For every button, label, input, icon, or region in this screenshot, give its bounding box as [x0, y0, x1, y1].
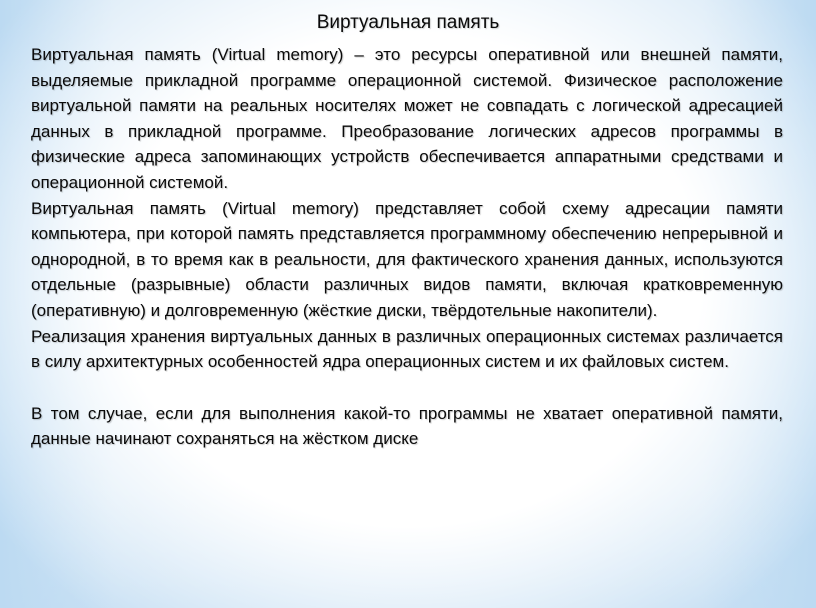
slide-body — [31, 42, 783, 452]
slide-title: Виртуальная память — [316, 12, 500, 33]
paragraph-swap-to-disk: В том случае, если для выполнения какой-то программы не хватает оперативной памяти, данные начинают сохраняться на жёстком диске — [31, 403, 783, 449]
paragraph-addressing-scheme: Виртуальная память (Virtual memory) представляет собой схему адресации памяти компьютера, при которой память представляется программному обеспечению непрерывной и однородной, в то время как в реальности, для фактического хранения данных, используются отдельные (разрывные) области различных видов памяти, включая кратковременную (оперативную) и долговременную (жёсткие диски, твёрдотельные накопители). — [31, 198, 783, 320]
paragraph-definition: Виртуальная память (Virtual memory) – это ресурсы оперативной или внешней памяти, выделяемые прикладной программе операционной системой. Физическое расположение виртуальной памяти на реальных носителях может не совпадать с логической адресацией данных в прикладной программе. Преобразование логических адресов программы в физические адреса запоминающих устройств обеспечивается аппаратными средствами и операционной системой. — [31, 45, 783, 192]
paragraph-implementation: Реализация хранения виртуальных данных в различных операционных системах различается в силу архитектурных особенностей ядра операционных систем и их файловых систем. — [31, 326, 783, 372]
